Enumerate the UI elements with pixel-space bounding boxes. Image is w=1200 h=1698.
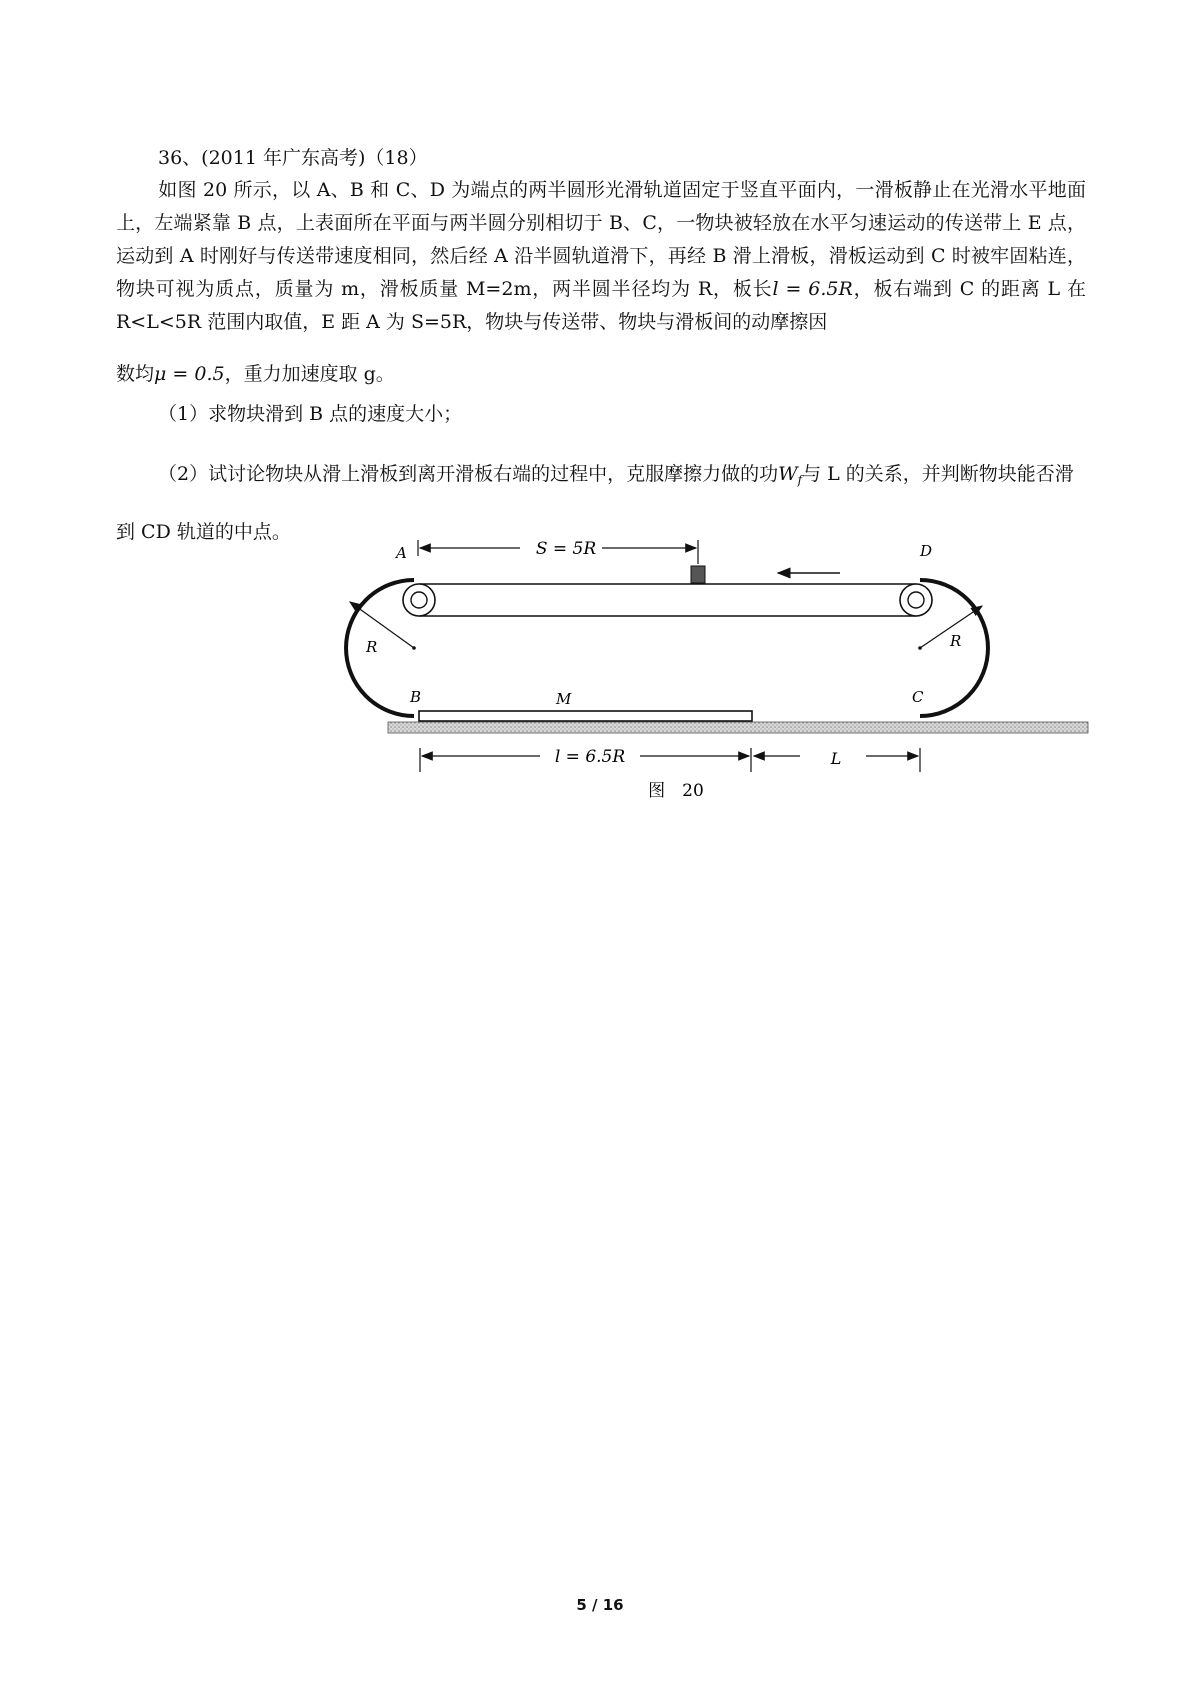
work-subscript: f [797, 473, 803, 487]
paragraph-2-tail: ，重力加速度取 g。 [224, 363, 395, 385]
question-2-tail: 与 L 的关系，并判断物块能否滑到 CD 轨道的中点。 [116, 463, 1074, 543]
label-L: L [830, 749, 842, 768]
label-R-left: R [366, 638, 378, 656]
label-C: C [912, 688, 924, 706]
page-number: 5 / 16 [576, 1596, 624, 1614]
problem-paragraph-1 [116, 174, 1086, 339]
paragraph-2-prefix: 数均 [116, 363, 155, 385]
figure-20-diagram [366, 530, 1090, 830]
label-D: D [920, 542, 933, 560]
figure-caption: 图 20 [648, 781, 704, 801]
label-M: M [556, 690, 572, 708]
label-R-right: R [950, 632, 962, 650]
friction-coefficient-formula: μ = 0.5 [154, 363, 225, 385]
right-pulley [900, 584, 932, 616]
label-l: l = 6.5R [554, 747, 626, 767]
paragraph-1-tail: ，板右端到 C 的距离 L 在 R<L<5R 范围内取值，E 距 A 为 S=5R，物块与传送带、物块与滑板间的动摩擦因 [116, 278, 1086, 333]
label-B: B [410, 688, 422, 706]
question-2-prefix: （2）试讨论物块从滑上滑板到离开滑板右端的过程中，克服摩擦力做的功 [158, 463, 779, 485]
ground [388, 722, 1088, 733]
problem-header: 36、(2011 年广东高考)（18） [158, 147, 428, 169]
left-radius-line [350, 602, 414, 648]
left-pulley [403, 584, 435, 616]
work-symbol: W [778, 463, 798, 485]
label-A: A [396, 544, 407, 562]
label-S: S = 5R [535, 539, 597, 559]
board-length-formula: l = 6.5R [772, 278, 853, 300]
question-1: （1）求物块滑到 B 点的速度大小； [158, 403, 463, 425]
paragraph-1-text: 如图 20 所示，以 A、B 和 C、D 为端点的两半圆形光滑轨道固定于竖直平面内，一滑板静止在光滑水平地面上，左端紧靠 B 点，上表面所在平面与两半圆分别相切于 B、C，一物块被轻放在水平匀速运动的传送带上 E 点，运动到 A 时刚好与传送带速度相同，然后经 A 沿半圆轨道滑下，再经 B 滑上滑板，滑板运动到 C 时被牢固粘连，物块可视为质点，质量为 m，滑板质量 M=2m，两半圆半径均为 R，板长 [116, 179, 1086, 300]
block-E [691, 566, 705, 583]
problem-paragraph-2 [116, 358, 1086, 391]
slide-board [419, 711, 752, 721]
